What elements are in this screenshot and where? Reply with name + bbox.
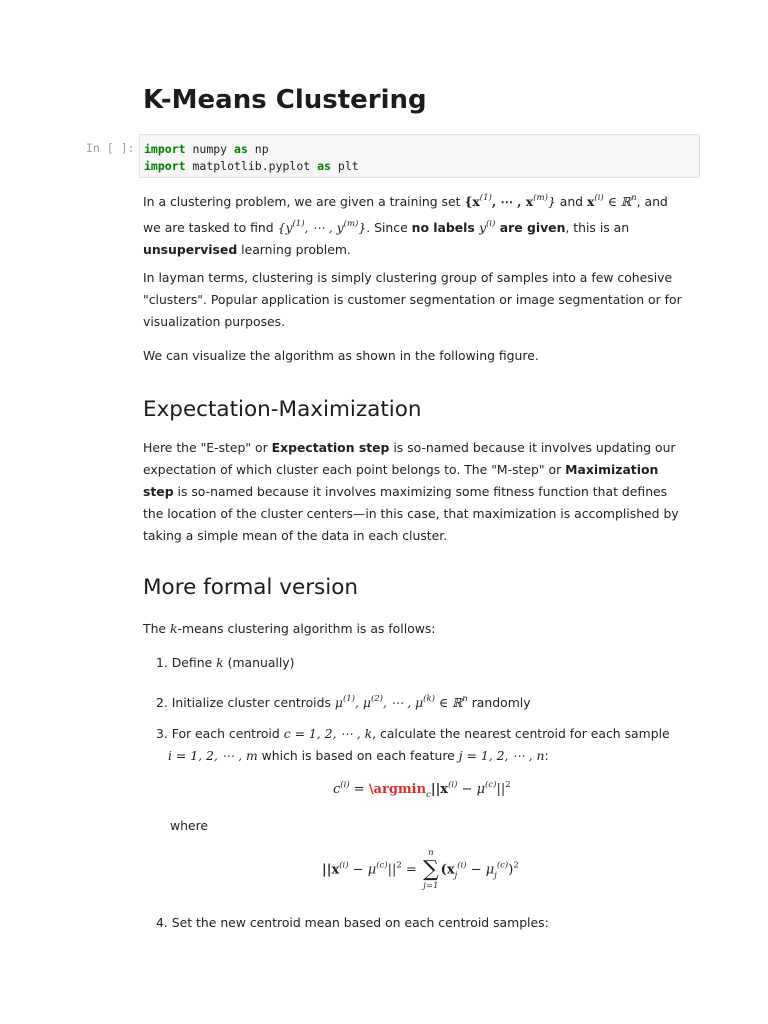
layman-paragraph: In layman terms, clustering is simply clustering group of samples into a few cohesive "clusters". Popular application is customer segmentation or image segmentation or for visualization purposes. <box>143 270 682 329</box>
argmin-equation: $c^{(i)}$ = $\backslash argmin_c||x^{(i)} - \mu^{(c)}||^2$ <box>333 780 511 800</box>
cell-prompt: In [ ]: <box>86 141 135 155</box>
step-2: 2. Initialize cluster centroids $\mu^{(1)}$, $\mu^{(2)}$, ⋯ , $\mu^{(k)}$ ∈ ℝ$^n$ randomly <box>156 694 531 710</box>
formal-heading: More formal version <box>143 575 358 600</box>
code-cell[interactable] <box>139 134 700 178</box>
distance-equation: $||x^{(i)} - \mu^{(c)}||^2$ = n ∑ j=1 $(x_j^{(i)} - \mu_j^{(c)})^2$ <box>322 848 519 891</box>
code-line-1: import numpy as np <box>144 142 269 156</box>
intro-paragraph: In a clustering problem, we are given a training set {$x^{(1)}$, ⋯ , $x^{(m)}$} and $x^{(i)}$ ∈ ℝ$^n$, and we are tasked to find {$y^{(1)}$, ⋯ , $y^{(m)}$}. Since no labels $y^{(i)}$ are given, this is an unsupervised learning problem. <box>143 193 668 257</box>
em-heading: Expectation-Maximization <box>143 397 422 422</box>
page-title: K-Means Clustering <box>143 85 427 115</box>
step-3: 3. For each centroid c = 1, 2, ⋯ , k, calculate the nearest centroid for each sample i = 1, 2, ⋯ , m which is based on each feature j = 1, 2, ⋯ , n: <box>156 726 670 763</box>
code-line-2: import matplotlib.pyplot as plt <box>144 159 359 173</box>
formal-intro: The k-means clustering algorithm is as follows: <box>143 621 436 636</box>
where-label: where <box>170 818 209 833</box>
sum-symbol: n ∑ j=1 <box>422 848 439 891</box>
visualize-paragraph: We can visualize the algorithm as shown in the following figure. <box>143 348 539 363</box>
step-1: 1. Define k (manually) <box>156 655 295 670</box>
em-paragraph: Here the "E-step" or Expectation step is so-named because it involves updating our expectation of which cluster each point belongs to. The "M-step" or Maximization step is so-named because it involves maximizing some fitness function that defines the location of the cluster centers—in this case, that maximization is accomplished by taking a simple mean of the data in each cluster. <box>143 440 679 543</box>
step-4: 4. Set the new centroid mean based on each centroid samples: <box>156 915 549 930</box>
